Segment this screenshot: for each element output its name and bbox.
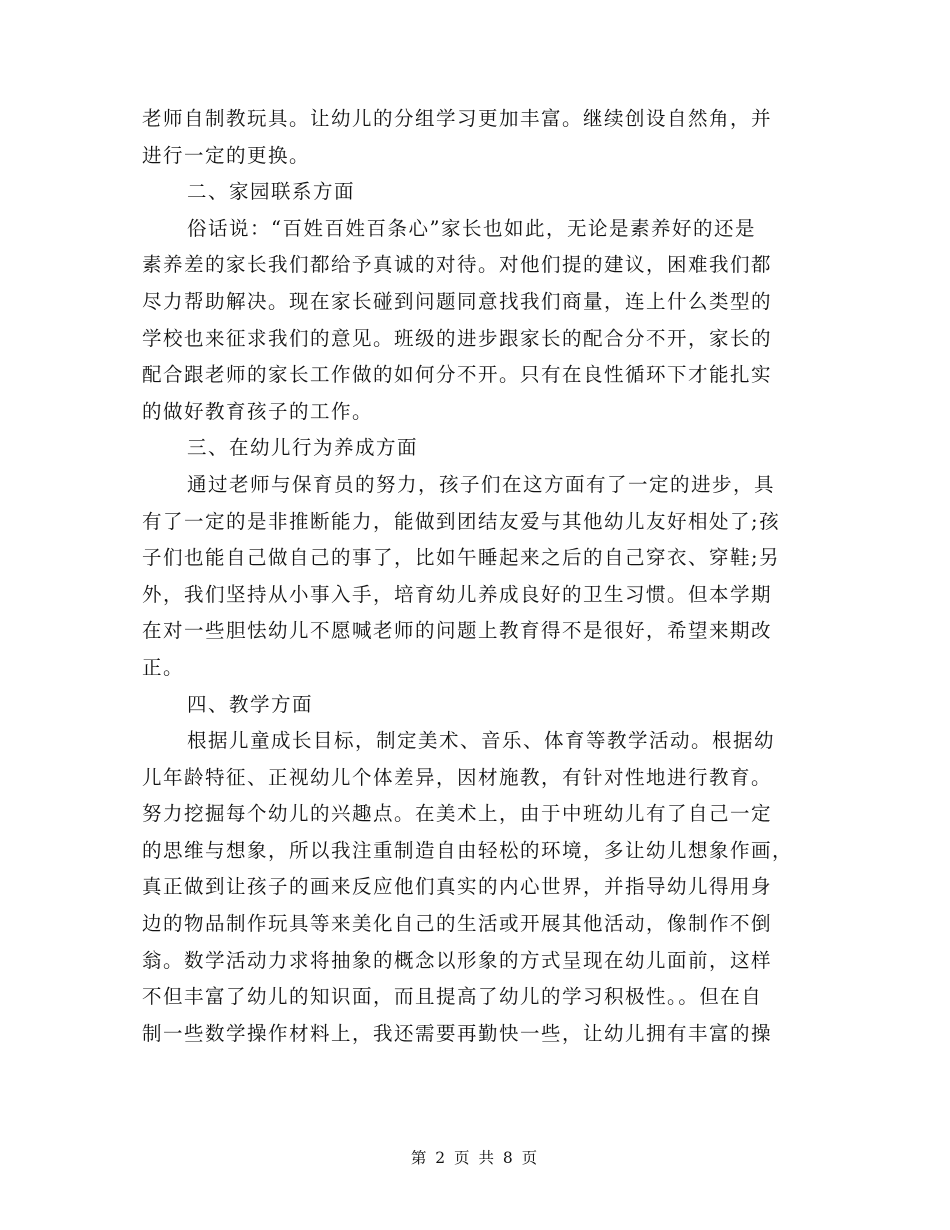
section-heading-home-school: 二、家园联系方面 xyxy=(187,180,356,204)
text-line: 正。 xyxy=(142,655,185,679)
text-line: 真正做到让孩子的画来反应他们真实的内心世界，并指导幼儿得用身 xyxy=(142,875,773,899)
text-line: 有了一定的是非推断能力，能做到团结友爱与其他幼儿友好相处了;孩 xyxy=(142,509,781,533)
text-line: 的思维与想象，所以我注重制造自由轻松的环境，多让幼儿想象作画， xyxy=(142,838,794,862)
text-line: 制一些数学操作材料上，我还需要再勤快一些，让幼儿拥有丰富的操 xyxy=(142,1021,773,1045)
text-line: 根据儿童成长目标，制定美术、音乐、体育等教学活动。根据幼 xyxy=(187,729,776,753)
text-line: 儿年龄特征、正视幼儿个体差异，因材施教，有针对性地进行教育。 xyxy=(142,765,773,789)
section-heading-teaching: 四、教学方面 xyxy=(187,692,314,716)
text-line: 在对一些胆怯幼儿不愿喊老师的问题上教育得不是很好，希望来期改 xyxy=(142,619,773,643)
text-line: 学校也来征求我们的意见。班级的进步跟家长的配合分不开，家长的 xyxy=(142,326,773,350)
text-line: 的做好教育孩子的工作。 xyxy=(142,399,374,423)
text-line: 边的物品制作玩具等来美化自己的生活或开展其他活动，像制作不倒 xyxy=(142,912,773,936)
text-line: 俗话说：“百姓百姓百条心”家长也如此，无论是素养好的还是 xyxy=(187,216,756,240)
text-line: 子们也能自己做自己的事了，比如午睡起来之后的自己穿衣、穿鞋;另 xyxy=(142,546,781,570)
document-body xyxy=(142,101,814,1052)
text-line: 老师自制教玩具。让幼儿的分组学习更加丰富。继续创设自然角，并 xyxy=(142,107,773,130)
text-line: 外，我们坚持从小事入手，培育幼儿养成良好的卫生习惯。但本学期 xyxy=(142,582,773,606)
body-text xyxy=(142,101,814,1052)
text-line: 通过老师与保育员的努力，孩子们在这方面有了一定的进步，具 xyxy=(187,472,776,496)
text-line: 进行一定的更换。 xyxy=(142,143,311,167)
page-number-footer: 第 2 页 共 8 页 xyxy=(410,1149,540,1167)
text-line: 配合跟老师的家长工作做的如何分不开。只有在良性循环下才能扎实 xyxy=(142,363,773,387)
text-line: 翁。数学活动力求将抽象的概念以形象的方式呈现在幼儿面前，这样 xyxy=(142,948,773,972)
section-heading-behavior: 三、在幼儿行为养成方面 xyxy=(187,436,419,460)
text-line: 不但丰富了幼儿的知识面，而且提高了幼儿的学习积极性。。但在自 xyxy=(142,985,763,1009)
text-line: 努力挖掘每个幼儿的兴趣点。在美术上，由于中班幼儿有了自己一定 xyxy=(142,802,773,826)
text-line: 素养差的家长我们都给予真诚的对待。对他们提的建议，困难我们都 xyxy=(142,253,773,277)
text-line: 尽力帮助解决。现在家长碰到问题同意找我们商量，连上什么类型的 xyxy=(142,289,773,313)
